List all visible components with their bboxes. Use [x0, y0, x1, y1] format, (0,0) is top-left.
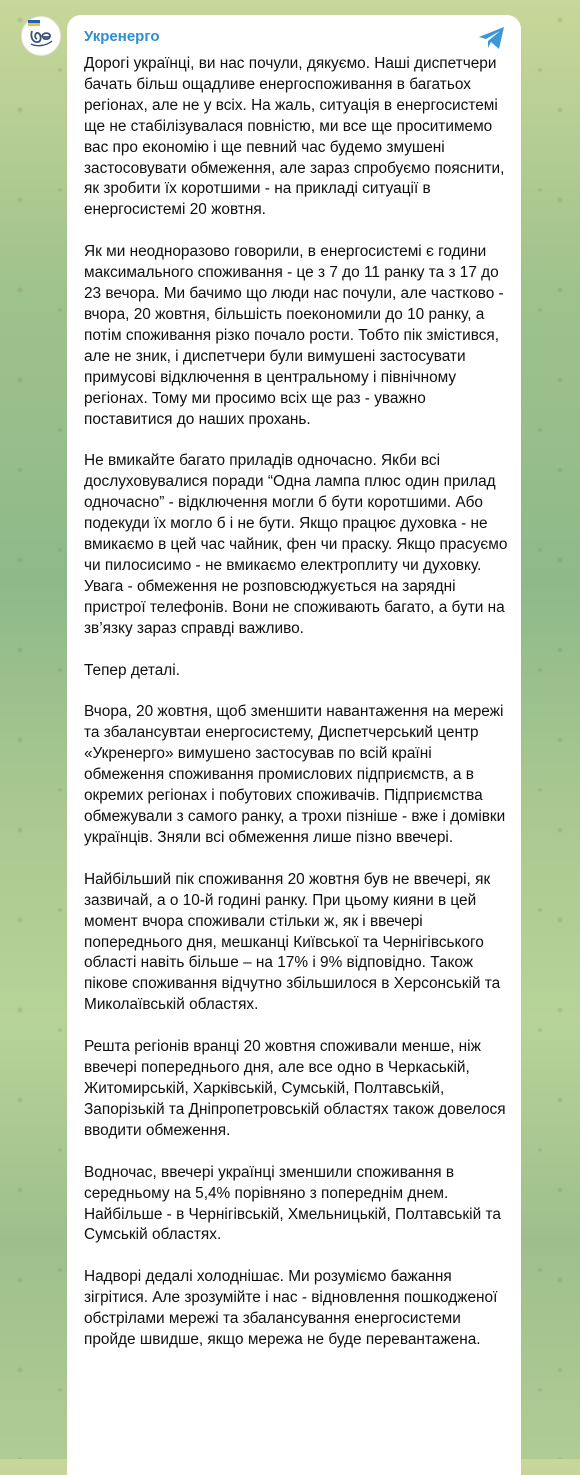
paragraph: Найбільший пік споживання 20 жовтня був не ввечері, як зазвичай, а о 10-й годині ранку. При цьому кияни в цей момент вчора споживали стільки ж, як і ввечері попереднього дня, мешканці Київської та Чернігівського області навіть більше – на 17% і 9% відповідно. Також пікове споживання відчутно збільшилося в Херсонській та Миколаївській областях.: [84, 870, 501, 1014]
channel-avatar[interactable]: [21, 16, 61, 56]
paragraph: Не вмикайте багато приладів одночасно. Якби всі дослуховувалися поради “Одна лампа плюс один прилад одночасно” - відключення могли б бути коротшими. Або подекуди їх могло б і не бути. Якщо працює духовка - не вмикаємо в цей час чайник, фен чи праску. Якщо прасуємо чи пилосисимо - не вмикаємо електроплиту чи духовку. Увага - обмеження не розповсюджується на зарядні пристрої телефонів. Вони не споживають багато, а бути на зв’язку зараз справді важливо.: [84, 452, 508, 637]
ukrenergo-logo-icon: [28, 25, 54, 47]
message-bubble: [67, 15, 521, 1475]
telegram-share-icon[interactable]: [477, 25, 507, 51]
paragraph: Як ми неодноразово говорили, в енергосистемі є години максимального споживання - це з 7 до 11 ранку та з 17 до 23 вечора. Ми бачимо що люди нас почули, але частково - вчора, 20 жовтня, більшість поекономили до 10 ранку, а потім споживання різко почало рости. Тобто пік змістився, але не зник, і диспетчери були вимушені застосувати примусові відключення в центральному і північному регіонах. Тому ми просимо всіх ще раз - уважно поставитися до наших прохань.: [84, 243, 504, 428]
paragraph: Решта регіонів вранці 20 жовтня споживали менше, ніж ввечері попереднього дня, але все одно в Черкаській, Житомирській, Харківській, Сумській, Полтавській, Запорізькій та Дніпропетровській областях також довелося вводити обмеження.: [84, 1038, 506, 1139]
message-text: [84, 54, 508, 1372]
paragraph: Надворі дедалі холоднішає. Ми розуміємо бажання зігрітися. Але зрозумійте і нас - відновлення пошкодженої обстрілами мережі та збалансування енергосистеми пройде швидше, якщо мережа не буде перевантажена.: [84, 1268, 498, 1349]
paragraph: Тепер деталі.: [84, 661, 180, 679]
channel-name[interactable]: Укренерго: [84, 28, 160, 45]
paragraph: Дорогі українці, ви нас почули, дякуємо. Наші диспетчери бачать більш ощадливе енергоспоживання в багатьох регіонах, але не у всіх. На жаль, ситуація в енергосистемі ще не стабілізувалася повністю, ми все ще проситимемо вас про економію і ще певний час будемо змушені застосовувати обмеження, але зараз спробуємо пояснити, як зробити їх коротшими - на прикладі ситуації в енергосистемі 20 жовтня.: [84, 55, 505, 219]
flag-icon: [28, 20, 40, 26]
paragraph: Вчора, 20 жовтня, щоб зменшити навантаження на мережі та збалансувтаи енергосистему, Диспетчерський центр «Укренерго» вимушено застосував по всій країні обмеження споживання промислових підприємств, а в окремих регіонах і побутових споживачів. Підприємства обмежували з самого ранку, а трохи пізніше - вже і домівки українців. Зняли всі обмеження лише пізно ввечері.: [84, 703, 506, 846]
paragraph: Водночас, ввечері українці зменшили споживання в середньому на 5,4% порівняно з попереднім днем. Найбільше - в Чернігівській, Хмельницькій, Полтавській та Сумській областях.: [84, 1163, 501, 1244]
